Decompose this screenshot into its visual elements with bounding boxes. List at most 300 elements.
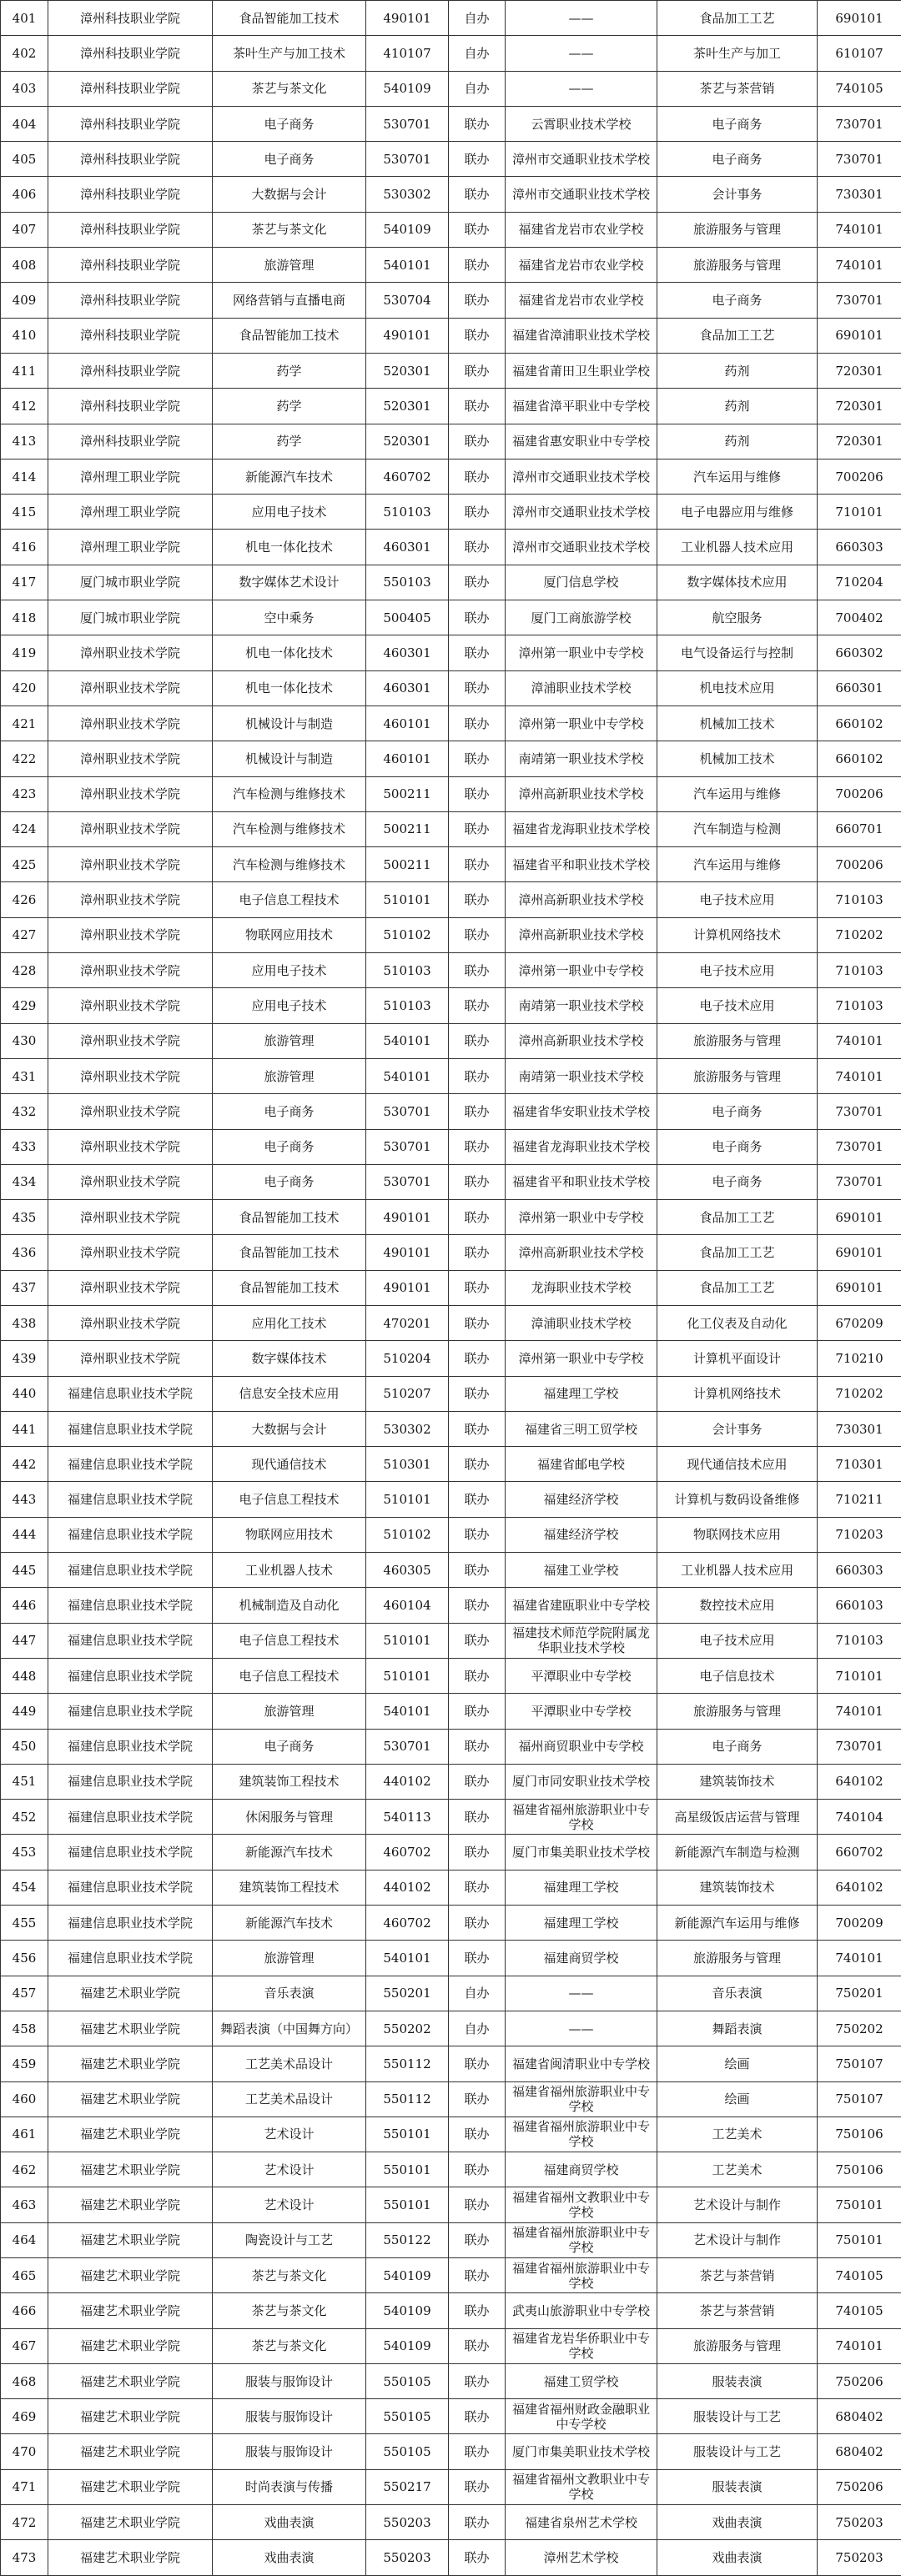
secondary-major-cell: 茶艺与茶营销 xyxy=(657,2293,818,2328)
row-number-cell: 451 xyxy=(1,1764,48,1799)
major-code-cell: 410107 xyxy=(366,36,449,71)
row-number-cell: 447 xyxy=(1,1623,48,1658)
major-code-cell: 510207 xyxy=(366,1376,449,1411)
secondary-major-code-cell: 740105 xyxy=(818,2293,901,2328)
row-number-cell: 424 xyxy=(1,811,48,846)
secondary-major-cell: 戏曲表演 xyxy=(657,2540,818,2575)
secondary-major-cell: 工艺美术 xyxy=(657,2152,818,2187)
secondary-major-cell: 机电技术应用 xyxy=(657,670,818,706)
secondary-major-code-cell: 710210 xyxy=(818,1341,901,1376)
row-number-cell: 462 xyxy=(1,2152,48,2187)
partner-school-cell: 厦门市集美职业技术学校 xyxy=(506,1835,657,1870)
secondary-major-code-cell: 640102 xyxy=(818,1870,901,1905)
mode-cell: 联办 xyxy=(449,741,506,776)
mode-cell: 自办 xyxy=(449,2011,506,2046)
table-row xyxy=(1,177,901,212)
partner-school-cell: 福建省邮电学校 xyxy=(506,1447,657,1482)
major-name-cell: 电子商务 xyxy=(213,1094,366,1129)
mode-cell: 联办 xyxy=(449,847,506,882)
secondary-major-code-cell: 730701 xyxy=(818,1094,901,1129)
row-number-cell: 414 xyxy=(1,459,48,494)
major-name-cell: 应用电子技术 xyxy=(213,495,366,530)
secondary-major-cell: 数字媒体技术应用 xyxy=(657,565,818,600)
secondary-major-code-cell: 730701 xyxy=(818,1164,901,1199)
partner-school-cell: 漳州第一职业中专学校 xyxy=(506,953,657,988)
table-row xyxy=(1,1482,901,1517)
college-name-cell: 福建艺术职业学院 xyxy=(48,2540,213,2575)
secondary-major-cell: 电气设备运行与控制 xyxy=(657,635,818,670)
college-name-cell: 漳州职业技术学院 xyxy=(48,1164,213,1199)
mode-cell: 联办 xyxy=(449,2469,506,2504)
mode-cell: 联办 xyxy=(449,1764,506,1799)
college-name-cell: 福建信息职业技术学院 xyxy=(48,1729,213,1764)
secondary-major-code-cell: 610107 xyxy=(818,36,901,71)
major-code-cell: 460301 xyxy=(366,530,449,565)
major-name-cell: 电子商务 xyxy=(213,142,366,177)
college-name-cell: 福建艺术职业学院 xyxy=(48,2117,213,2152)
mode-cell: 联办 xyxy=(449,1200,506,1235)
partner-school-cell: 福建工业学校 xyxy=(506,1553,657,1588)
major-name-cell: 时尚表演与传播 xyxy=(213,2469,366,2504)
college-name-cell: 福建艺术职业学院 xyxy=(48,2293,213,2328)
secondary-major-code-cell: 750203 xyxy=(818,2540,901,2575)
secondary-major-code-cell: 660701 xyxy=(818,811,901,846)
mode-cell: 联办 xyxy=(449,424,506,459)
college-name-cell: 漳州科技职业学院 xyxy=(48,389,213,424)
secondary-major-cell: 电子商务 xyxy=(657,1094,818,1129)
mode-cell: 联办 xyxy=(449,1870,506,1905)
row-number-cell: 454 xyxy=(1,1870,48,1905)
mode-cell: 联办 xyxy=(449,1517,506,1552)
college-name-cell: 漳州职业技术学院 xyxy=(48,635,213,670)
table-row xyxy=(1,495,901,530)
major-name-cell: 应用电子技术 xyxy=(213,988,366,1023)
row-number-cell: 418 xyxy=(1,600,48,635)
major-code-cell: 500405 xyxy=(366,600,449,635)
row-number-cell: 402 xyxy=(1,36,48,71)
partner-school-cell: 南靖第一职业技术学校 xyxy=(506,988,657,1023)
college-name-cell: 漳州科技职业学院 xyxy=(48,212,213,247)
partner-school-cell: 漳州第一职业中专学校 xyxy=(506,635,657,670)
partner-school-cell: 福建工贸学校 xyxy=(506,2363,657,2398)
partner-school-cell: 漳州高新职业技术学校 xyxy=(506,776,657,811)
secondary-major-cell: 汽车运用与维修 xyxy=(657,847,818,882)
college-name-cell: 福建艺术职业学院 xyxy=(48,2222,213,2257)
major-code-cell: 500211 xyxy=(366,847,449,882)
row-number-cell: 426 xyxy=(1,882,48,917)
partner-school-cell: 福建省龙海职业技术学校 xyxy=(506,1129,657,1164)
partner-school-cell: 漳浦职业技术学校 xyxy=(506,670,657,706)
partner-school-cell: 厦门市集美职业技术学校 xyxy=(506,2434,657,2469)
row-number-cell: 442 xyxy=(1,1447,48,1482)
row-number-cell: 444 xyxy=(1,1517,48,1552)
major-code-cell: 540101 xyxy=(366,1941,449,1976)
secondary-major-code-cell: 640102 xyxy=(818,1764,901,1799)
mode-cell: 联办 xyxy=(449,1729,506,1764)
row-number-cell: 445 xyxy=(1,1553,48,1588)
secondary-major-code-cell: 750101 xyxy=(818,2222,901,2257)
table-row xyxy=(1,1694,901,1729)
partner-school-cell: 福建省三明工贸学校 xyxy=(506,1411,657,1446)
partner-school-cell: 福建省福州旅游职业中专学校 xyxy=(506,2081,657,2117)
secondary-major-cell: 机械加工技术 xyxy=(657,741,818,776)
row-number-cell: 471 xyxy=(1,2469,48,2504)
secondary-major-cell: 电子技术应用 xyxy=(657,1623,818,1658)
partner-school-cell: 漳州市交通职业技术学校 xyxy=(506,495,657,530)
table-row xyxy=(1,2152,901,2187)
college-name-cell: 漳州职业技术学院 xyxy=(48,1235,213,1270)
table-row xyxy=(1,1870,901,1905)
row-number-cell: 452 xyxy=(1,1800,48,1835)
secondary-major-code-cell: 670209 xyxy=(818,1305,901,1340)
major-code-cell: 510101 xyxy=(366,1623,449,1658)
secondary-major-code-cell: 740101 xyxy=(818,1694,901,1729)
major-code-cell: 550105 xyxy=(366,2363,449,2398)
major-code-cell: 550105 xyxy=(366,2399,449,2434)
mode-cell: 联办 xyxy=(449,1482,506,1517)
secondary-major-cell: 药剂 xyxy=(657,424,818,459)
college-name-cell: 厦门城市职业学院 xyxy=(48,600,213,635)
major-code-cell: 550101 xyxy=(366,2117,449,2152)
secondary-major-code-cell: 680402 xyxy=(818,2399,901,2434)
mode-cell: 联办 xyxy=(449,1094,506,1129)
major-name-cell: 食品智能加工技术 xyxy=(213,318,366,353)
mode-cell: 联办 xyxy=(449,811,506,846)
mode-cell: 联办 xyxy=(449,1235,506,1270)
row-number-cell: 419 xyxy=(1,635,48,670)
major-name-cell: 电子信息工程技术 xyxy=(213,1623,366,1658)
row-number-cell: 411 xyxy=(1,353,48,388)
partner-school-cell: 福建理工学校 xyxy=(506,1906,657,1941)
major-name-cell: 网络营销与直播电商 xyxy=(213,283,366,318)
secondary-major-cell: 食品加工工艺 xyxy=(657,1270,818,1305)
secondary-major-code-cell: 750201 xyxy=(818,1976,901,2011)
college-name-cell: 福建信息职业技术学院 xyxy=(48,1694,213,1729)
college-name-cell: 福建艺术职业学院 xyxy=(48,2081,213,2117)
secondary-major-cell: 食品加工工艺 xyxy=(657,1235,818,1270)
partner-school-cell: 福建经济学校 xyxy=(506,1517,657,1552)
secondary-major-code-cell: 750206 xyxy=(818,2363,901,2398)
mode-cell: 联办 xyxy=(449,212,506,247)
row-number-cell: 425 xyxy=(1,847,48,882)
partner-school-cell: 漳州市交通职业技术学校 xyxy=(506,177,657,212)
college-name-cell: 福建艺术职业学院 xyxy=(48,2152,213,2187)
major-name-cell: 新能源汽车技术 xyxy=(213,1835,366,1870)
major-name-cell: 汽车检测与维修技术 xyxy=(213,811,366,846)
college-name-cell: 福建艺术职业学院 xyxy=(48,2363,213,2398)
secondary-major-cell: 茶叶生产与加工 xyxy=(657,36,818,71)
row-number-cell: 401 xyxy=(1,1,48,36)
partner-school-cell: 福建经济学校 xyxy=(506,1482,657,1517)
college-name-cell: 漳州职业技术学院 xyxy=(48,882,213,917)
table-row xyxy=(1,953,901,988)
college-name-cell: 漳州职业技术学院 xyxy=(48,1023,213,1058)
major-name-cell: 食品智能加工技术 xyxy=(213,1,366,36)
table-row xyxy=(1,1623,901,1658)
table-row xyxy=(1,1341,901,1376)
secondary-major-code-cell: 730701 xyxy=(818,1729,901,1764)
secondary-major-cell: 电子商务 xyxy=(657,283,818,318)
college-name-cell: 漳州职业技术学院 xyxy=(48,988,213,1023)
major-name-cell: 信息安全技术应用 xyxy=(213,1376,366,1411)
table-row xyxy=(1,670,901,706)
secondary-major-code-cell: 710202 xyxy=(818,1376,901,1411)
row-number-cell: 457 xyxy=(1,1976,48,2011)
table-row xyxy=(1,1906,901,1941)
mode-cell: 联办 xyxy=(449,248,506,283)
secondary-major-code-cell: 730301 xyxy=(818,1411,901,1446)
secondary-major-cell: 工业机器人技术应用 xyxy=(657,530,818,565)
major-code-cell: 490101 xyxy=(366,1200,449,1235)
table-row xyxy=(1,36,901,71)
table-row xyxy=(1,353,901,388)
partner-school-cell: 厦门工商旅游学校 xyxy=(506,600,657,635)
secondary-major-code-cell: 660303 xyxy=(818,530,901,565)
secondary-major-code-cell: 730701 xyxy=(818,142,901,177)
college-name-cell: 漳州科技职业学院 xyxy=(48,248,213,283)
row-number-cell: 413 xyxy=(1,424,48,459)
secondary-major-cell: 食品加工工艺 xyxy=(657,1200,818,1235)
secondary-major-code-cell: 750202 xyxy=(818,2011,901,2046)
partner-school-cell: —— xyxy=(506,71,657,106)
partner-school-cell: 福建省泉州艺术学校 xyxy=(506,2505,657,2540)
table-row xyxy=(1,847,901,882)
table-row xyxy=(1,776,901,811)
partner-school-cell: 福建省龙岩市农业学校 xyxy=(506,212,657,247)
major-code-cell: 460702 xyxy=(366,1835,449,1870)
row-number-cell: 450 xyxy=(1,1729,48,1764)
college-name-cell: 福建信息职业技术学院 xyxy=(48,1553,213,1588)
secondary-major-code-cell: 700402 xyxy=(818,600,901,635)
partner-school-cell: 漳州高新职业技术学校 xyxy=(506,1235,657,1270)
table-row xyxy=(1,1658,901,1693)
major-name-cell: 现代通信技术 xyxy=(213,1447,366,1482)
major-code-cell: 440102 xyxy=(366,1764,449,1799)
secondary-major-code-cell: 660302 xyxy=(818,635,901,670)
major-code-cell: 460301 xyxy=(366,670,449,706)
major-code-cell: 510103 xyxy=(366,495,449,530)
partner-school-cell: 福建省福州财政金融职业中专学校 xyxy=(506,2399,657,2434)
college-name-cell: 漳州科技职业学院 xyxy=(48,177,213,212)
secondary-major-cell: 汽车运用与维修 xyxy=(657,459,818,494)
row-number-cell: 440 xyxy=(1,1376,48,1411)
major-code-cell: 550105 xyxy=(366,2434,449,2469)
secondary-major-code-cell: 660301 xyxy=(818,670,901,706)
partner-school-cell: —— xyxy=(506,2011,657,2046)
secondary-major-code-cell: 710211 xyxy=(818,1482,901,1517)
partner-school-cell: 福建商贸学校 xyxy=(506,2152,657,2187)
secondary-major-cell: 旅游服务与管理 xyxy=(657,2328,818,2363)
secondary-major-cell: 计算机网络技术 xyxy=(657,917,818,952)
row-number-cell: 468 xyxy=(1,2363,48,2398)
row-number-cell: 439 xyxy=(1,1341,48,1376)
college-name-cell: 福建艺术职业学院 xyxy=(48,2011,213,2046)
secondary-major-code-cell: 710103 xyxy=(818,1623,901,1658)
row-number-cell: 403 xyxy=(1,71,48,106)
secondary-major-code-cell: 710103 xyxy=(818,882,901,917)
major-name-cell: 电子商务 xyxy=(213,106,366,141)
partner-school-cell: 福建省平和职业技术学校 xyxy=(506,847,657,882)
partner-school-cell: 厦门信息学校 xyxy=(506,565,657,600)
table-row xyxy=(1,1200,901,1235)
row-number-cell: 456 xyxy=(1,1941,48,1976)
mode-cell: 自办 xyxy=(449,1976,506,2011)
major-code-cell: 460301 xyxy=(366,635,449,670)
table-row xyxy=(1,459,901,494)
table-row xyxy=(1,1729,901,1764)
secondary-major-cell: 汽车运用与维修 xyxy=(657,776,818,811)
college-name-cell: 福建信息职业技术学院 xyxy=(48,1941,213,1976)
table-row xyxy=(1,248,901,283)
mode-cell: 联办 xyxy=(449,1058,506,1093)
major-name-cell: 物联网应用技术 xyxy=(213,917,366,952)
college-name-cell: 福建信息职业技术学院 xyxy=(48,1623,213,1658)
mode-cell: 联办 xyxy=(449,1023,506,1058)
college-name-cell: 福建信息职业技术学院 xyxy=(48,1658,213,1693)
secondary-major-cell: 现代通信技术应用 xyxy=(657,1447,818,1482)
major-code-cell: 550217 xyxy=(366,2469,449,2504)
secondary-major-cell: 数控技术应用 xyxy=(657,1588,818,1623)
major-name-cell: 机械设计与制造 xyxy=(213,741,366,776)
major-code-cell: 550101 xyxy=(366,2187,449,2222)
table-row xyxy=(1,1058,901,1093)
college-name-cell: 福建艺术职业学院 xyxy=(48,2258,213,2293)
table-row xyxy=(1,1517,901,1552)
row-number-cell: 428 xyxy=(1,953,48,988)
table-row xyxy=(1,318,901,353)
major-name-cell: 艺术设计 xyxy=(213,2187,366,2222)
secondary-major-cell: 绘画 xyxy=(657,2046,818,2081)
mode-cell: 联办 xyxy=(449,459,506,494)
partner-school-cell: 漳州高新职业技术学校 xyxy=(506,1023,657,1058)
partner-school-cell: 漳州市交通职业技术学校 xyxy=(506,530,657,565)
mode-cell: 联办 xyxy=(449,1305,506,1340)
major-name-cell: 应用化工技术 xyxy=(213,1305,366,1340)
mode-cell: 联办 xyxy=(449,318,506,353)
major-name-cell: 药学 xyxy=(213,353,366,388)
table-row xyxy=(1,1800,901,1835)
college-name-cell: 福建信息职业技术学院 xyxy=(48,1835,213,1870)
partner-school-cell: 武夷山旅游职业中专学校 xyxy=(506,2293,657,2328)
secondary-major-code-cell: 730701 xyxy=(818,283,901,318)
major-name-cell: 音乐表演 xyxy=(213,1976,366,2011)
major-code-cell: 530701 xyxy=(366,1164,449,1199)
row-number-cell: 405 xyxy=(1,142,48,177)
partner-school-cell: 漳州市交通职业技术学校 xyxy=(506,142,657,177)
secondary-major-code-cell: 660103 xyxy=(818,1588,901,1623)
major-name-cell: 数字媒体技术 xyxy=(213,1341,366,1376)
secondary-major-cell: 新能源汽车制造与检测 xyxy=(657,1835,818,1870)
mode-cell: 联办 xyxy=(449,1658,506,1693)
secondary-major-code-cell: 710301 xyxy=(818,1447,901,1482)
mode-cell: 联办 xyxy=(449,2152,506,2187)
partner-school-cell: 福建省龙海职业技术学校 xyxy=(506,811,657,846)
mode-cell: 联办 xyxy=(449,670,506,706)
mode-cell: 联办 xyxy=(449,2046,506,2081)
secondary-major-code-cell: 680402 xyxy=(818,2434,901,2469)
major-code-cell: 550201 xyxy=(366,1976,449,2011)
secondary-major-code-cell: 740101 xyxy=(818,212,901,247)
major-code-cell: 530701 xyxy=(366,142,449,177)
mode-cell: 联办 xyxy=(449,1376,506,1411)
table-row xyxy=(1,1941,901,1976)
secondary-major-cell: 电子技术应用 xyxy=(657,988,818,1023)
college-name-cell: 漳州科技职业学院 xyxy=(48,106,213,141)
row-number-cell: 407 xyxy=(1,212,48,247)
college-name-cell: 漳州职业技术学院 xyxy=(48,741,213,776)
row-number-cell: 441 xyxy=(1,1411,48,1446)
major-code-cell: 540109 xyxy=(366,71,449,106)
major-code-cell: 550101 xyxy=(366,2152,449,2187)
mode-cell: 联办 xyxy=(449,1129,506,1164)
college-name-cell: 漳州职业技术学院 xyxy=(48,1058,213,1093)
secondary-major-code-cell: 690101 xyxy=(818,1270,901,1305)
table-row xyxy=(1,1094,901,1129)
partner-school-cell: 厦门市同安职业技术学校 xyxy=(506,1764,657,1799)
secondary-major-code-cell: 750106 xyxy=(818,2117,901,2152)
secondary-major-code-cell: 730701 xyxy=(818,1129,901,1164)
college-name-cell: 漳州职业技术学院 xyxy=(48,1200,213,1235)
major-code-cell: 490101 xyxy=(366,1,449,36)
mode-cell: 联办 xyxy=(449,353,506,388)
table-row xyxy=(1,106,901,141)
table-row xyxy=(1,2081,901,2117)
major-code-cell: 510301 xyxy=(366,1447,449,1482)
secondary-major-cell: 药剂 xyxy=(657,353,818,388)
secondary-major-code-cell: 750107 xyxy=(818,2081,901,2117)
secondary-major-code-cell: 740101 xyxy=(818,1023,901,1058)
partner-school-cell: 漳州第一职业中专学校 xyxy=(506,1341,657,1376)
major-name-cell: 大数据与会计 xyxy=(213,177,366,212)
major-code-cell: 540109 xyxy=(366,2293,449,2328)
college-name-cell: 福建信息职业技术学院 xyxy=(48,1411,213,1446)
mode-cell: 联办 xyxy=(449,1694,506,1729)
secondary-major-cell: 艺术设计与制作 xyxy=(657,2222,818,2257)
secondary-major-code-cell: 750203 xyxy=(818,2505,901,2540)
row-number-cell: 463 xyxy=(1,2187,48,2222)
college-name-cell: 福建信息职业技术学院 xyxy=(48,1906,213,1941)
partner-school-cell: 福建省福州旅游职业中专学校 xyxy=(506,2258,657,2293)
mode-cell: 自办 xyxy=(449,1,506,36)
secondary-major-cell: 高星级饭店运营与管理 xyxy=(657,1800,818,1835)
row-number-cell: 449 xyxy=(1,1694,48,1729)
mode-cell: 联办 xyxy=(449,917,506,952)
major-name-cell: 食品智能加工技术 xyxy=(213,1235,366,1270)
college-name-cell: 漳州理工职业学院 xyxy=(48,495,213,530)
secondary-major-code-cell: 720301 xyxy=(818,389,901,424)
major-code-cell: 530701 xyxy=(366,1729,449,1764)
row-number-cell: 455 xyxy=(1,1906,48,1941)
secondary-major-cell: 服装设计与工艺 xyxy=(657,2434,818,2469)
major-code-cell: 510103 xyxy=(366,988,449,1023)
mode-cell: 联办 xyxy=(449,1341,506,1376)
secondary-major-cell: 电子技术应用 xyxy=(657,953,818,988)
major-code-cell: 550203 xyxy=(366,2505,449,2540)
partner-school-cell: 福建省莆田卫生职业学校 xyxy=(506,353,657,388)
secondary-major-code-cell: 750106 xyxy=(818,2152,901,2187)
mode-cell: 联办 xyxy=(449,2293,506,2328)
row-number-cell: 404 xyxy=(1,106,48,141)
mode-cell: 联办 xyxy=(449,389,506,424)
major-code-cell: 540113 xyxy=(366,1800,449,1835)
major-name-cell: 工业机器人技术 xyxy=(213,1553,366,1588)
secondary-major-cell: 工业机器人技术应用 xyxy=(657,1553,818,1588)
table-row xyxy=(1,2328,901,2363)
mode-cell: 联办 xyxy=(449,1270,506,1305)
secondary-major-cell: 旅游服务与管理 xyxy=(657,248,818,283)
table-row xyxy=(1,1235,901,1270)
major-code-cell: 500211 xyxy=(366,811,449,846)
